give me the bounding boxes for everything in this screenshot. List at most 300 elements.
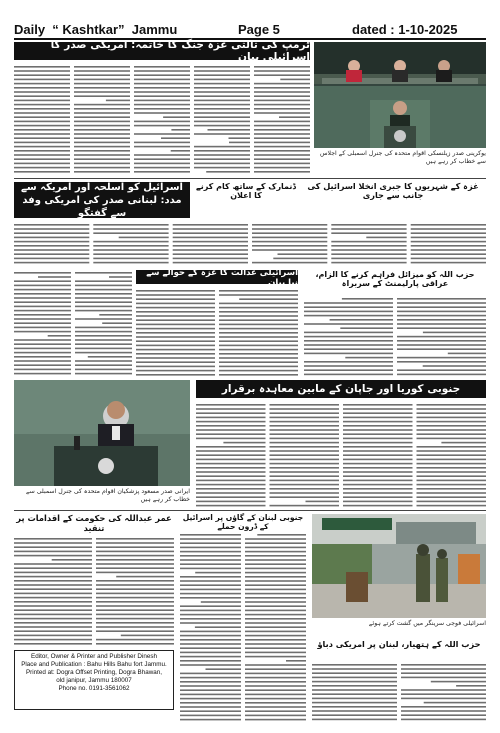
article-hezbollah bbox=[304, 296, 486, 378]
text-line bbox=[171, 150, 190, 152]
text-line bbox=[245, 668, 306, 670]
text-line bbox=[286, 660, 306, 662]
text-line bbox=[254, 100, 310, 102]
text-line bbox=[254, 133, 310, 135]
text-line bbox=[14, 626, 92, 628]
text-line bbox=[397, 302, 486, 304]
text-line bbox=[96, 639, 174, 641]
text-line bbox=[96, 555, 174, 557]
text-line bbox=[254, 83, 310, 85]
text-line bbox=[417, 433, 487, 435]
text-line bbox=[14, 163, 70, 165]
text-line bbox=[245, 626, 306, 628]
text-line bbox=[312, 664, 397, 666]
text-line bbox=[75, 280, 132, 282]
text-line bbox=[401, 706, 486, 708]
text-line bbox=[180, 702, 241, 704]
text-line bbox=[180, 656, 241, 658]
text-line bbox=[194, 104, 250, 106]
text-line bbox=[397, 348, 486, 350]
text-line bbox=[74, 74, 130, 76]
text-line bbox=[194, 83, 250, 85]
text-line bbox=[14, 635, 92, 637]
text-line bbox=[417, 501, 487, 503]
text-line bbox=[14, 285, 71, 287]
text-line bbox=[75, 289, 132, 291]
text-line bbox=[14, 293, 71, 295]
text-line bbox=[136, 307, 215, 309]
text-line bbox=[134, 112, 190, 114]
headline-hezbollah-weapons: حزب اللہ کے ہتھیار، لبنان پر امریکی دباؤ bbox=[317, 639, 481, 649]
text-line bbox=[245, 656, 306, 658]
text-line bbox=[102, 322, 132, 324]
text-line bbox=[14, 137, 70, 139]
text-line bbox=[229, 137, 251, 139]
text-line bbox=[219, 361, 298, 363]
text-line bbox=[136, 357, 215, 359]
text-line bbox=[180, 576, 241, 578]
text-line bbox=[180, 568, 241, 570]
text-line bbox=[52, 559, 92, 561]
text-line bbox=[74, 108, 130, 110]
text-line bbox=[195, 626, 241, 628]
text-line bbox=[75, 352, 132, 354]
text-line bbox=[134, 171, 190, 173]
text-line bbox=[254, 87, 310, 89]
text-line bbox=[180, 605, 241, 607]
text-line bbox=[134, 163, 190, 165]
text-line bbox=[448, 353, 486, 355]
text-line bbox=[14, 567, 92, 569]
text-line bbox=[75, 369, 132, 371]
text-line bbox=[14, 584, 92, 586]
text-line bbox=[411, 253, 486, 255]
text-line bbox=[331, 253, 406, 255]
text-line bbox=[109, 276, 132, 278]
text-line bbox=[270, 492, 340, 494]
text-line bbox=[223, 442, 265, 444]
imprint-phone: Phone no. 0191-3561062 bbox=[58, 685, 130, 693]
text-line bbox=[74, 70, 130, 72]
text-line bbox=[194, 87, 250, 89]
article-text-lines bbox=[14, 64, 310, 176]
text-line bbox=[74, 116, 130, 118]
text-line bbox=[38, 276, 71, 278]
text-line bbox=[196, 425, 266, 427]
text-line bbox=[180, 635, 241, 637]
text-line bbox=[401, 698, 486, 700]
text-line bbox=[180, 614, 241, 616]
text-line bbox=[14, 327, 71, 329]
text-line bbox=[121, 635, 174, 637]
text-line bbox=[75, 348, 132, 350]
text-line bbox=[330, 319, 393, 321]
text-line bbox=[96, 546, 174, 548]
text-line bbox=[245, 673, 306, 675]
text-line bbox=[14, 572, 92, 574]
text-line bbox=[417, 488, 487, 490]
text-line bbox=[304, 302, 393, 304]
text-line bbox=[173, 232, 248, 234]
text-line bbox=[257, 534, 306, 536]
text-line bbox=[136, 345, 215, 347]
text-line bbox=[196, 433, 266, 435]
page-number: Page 5 bbox=[238, 22, 280, 37]
text-line bbox=[270, 463, 340, 465]
text-line bbox=[136, 324, 215, 326]
text-line bbox=[312, 693, 397, 695]
text-line bbox=[194, 133, 250, 135]
text-line bbox=[343, 488, 413, 490]
text-line bbox=[134, 154, 190, 156]
text-line bbox=[96, 542, 174, 544]
text-line bbox=[14, 150, 70, 152]
text-line bbox=[194, 167, 250, 169]
text-line bbox=[136, 374, 215, 376]
text-line bbox=[14, 232, 89, 234]
text-line bbox=[194, 154, 250, 156]
text-line bbox=[245, 643, 306, 645]
text-line bbox=[14, 272, 71, 274]
text-line bbox=[74, 167, 130, 169]
text-line bbox=[397, 369, 486, 371]
text-line bbox=[219, 328, 298, 330]
text-line bbox=[75, 373, 132, 375]
text-line bbox=[343, 421, 413, 423]
text-line bbox=[14, 167, 70, 169]
text-line bbox=[397, 357, 486, 359]
text-line bbox=[245, 563, 306, 565]
text-line bbox=[245, 639, 306, 641]
text-line bbox=[14, 228, 89, 230]
text-line bbox=[196, 480, 266, 482]
text-line bbox=[312, 668, 397, 670]
text-line bbox=[74, 87, 130, 89]
text-line bbox=[312, 698, 397, 700]
text-line bbox=[194, 70, 250, 72]
text-line bbox=[180, 589, 241, 591]
text-line bbox=[254, 74, 310, 76]
text-line bbox=[219, 290, 298, 292]
text-line bbox=[397, 340, 486, 342]
text-line bbox=[245, 685, 306, 687]
text-line bbox=[14, 605, 92, 607]
text-line bbox=[180, 715, 241, 717]
text-line bbox=[219, 294, 298, 296]
text-line bbox=[14, 310, 71, 312]
text-line bbox=[196, 463, 266, 465]
text-line bbox=[245, 542, 306, 544]
text-line bbox=[417, 463, 487, 465]
text-line bbox=[245, 698, 306, 700]
text-line bbox=[245, 702, 306, 704]
text-line bbox=[219, 357, 298, 359]
text-line bbox=[14, 104, 70, 106]
text-line bbox=[14, 154, 70, 156]
text-line bbox=[93, 262, 168, 264]
text-line bbox=[75, 331, 132, 333]
text-line bbox=[180, 643, 241, 645]
text-line bbox=[229, 142, 250, 144]
text-line bbox=[93, 245, 168, 247]
text-line bbox=[180, 555, 241, 557]
text-line bbox=[270, 480, 340, 482]
text-line bbox=[417, 459, 487, 461]
text-line bbox=[14, 542, 92, 544]
text-line bbox=[254, 154, 310, 156]
text-line bbox=[119, 237, 169, 239]
text-line bbox=[93, 224, 168, 226]
text-line bbox=[252, 241, 327, 243]
text-line bbox=[195, 572, 241, 574]
text-line bbox=[194, 163, 250, 165]
text-line bbox=[245, 681, 306, 683]
headline-korea-japan: جنوبی کوریا اور جاپان کے مابین معاہدہ برقرار bbox=[196, 380, 486, 398]
text-line bbox=[417, 412, 487, 414]
text-line bbox=[96, 630, 174, 632]
text-line bbox=[343, 480, 413, 482]
text-line bbox=[134, 146, 190, 148]
text-line bbox=[245, 601, 306, 603]
text-line bbox=[14, 318, 71, 320]
text-line bbox=[180, 618, 241, 620]
text-line bbox=[254, 121, 310, 123]
text-line bbox=[254, 163, 310, 165]
text-line bbox=[252, 224, 327, 226]
article-text-lines bbox=[304, 296, 486, 378]
text-line bbox=[397, 298, 486, 300]
text-line bbox=[99, 314, 132, 316]
text-line bbox=[14, 74, 70, 76]
text-line bbox=[343, 417, 413, 419]
text-line bbox=[75, 310, 132, 312]
text-line bbox=[180, 639, 241, 641]
text-line bbox=[245, 589, 306, 591]
text-line bbox=[74, 158, 130, 160]
text-line bbox=[343, 463, 413, 465]
text-line bbox=[411, 245, 486, 247]
text-line bbox=[173, 241, 248, 243]
text-line bbox=[312, 702, 397, 704]
text-line bbox=[312, 677, 397, 679]
text-line bbox=[96, 601, 174, 603]
text-line bbox=[245, 618, 306, 620]
text-line bbox=[161, 137, 190, 139]
text-line bbox=[74, 154, 130, 156]
text-line bbox=[136, 340, 215, 342]
text-line bbox=[134, 79, 190, 81]
text-line bbox=[245, 538, 306, 540]
text-line bbox=[417, 454, 487, 456]
text-line bbox=[14, 146, 70, 148]
text-line bbox=[74, 125, 130, 127]
text-line bbox=[245, 647, 306, 649]
text-line bbox=[245, 547, 306, 549]
text-line bbox=[14, 112, 70, 114]
text-line bbox=[14, 343, 71, 345]
text-line bbox=[75, 364, 132, 366]
article-text-lines bbox=[312, 662, 486, 724]
text-line bbox=[96, 563, 174, 565]
text-line bbox=[136, 332, 215, 334]
text-line bbox=[136, 353, 215, 355]
text-line bbox=[417, 496, 487, 498]
text-line bbox=[331, 249, 406, 251]
text-line bbox=[88, 356, 132, 358]
text-line bbox=[136, 361, 215, 363]
text-line bbox=[245, 605, 306, 607]
text-line bbox=[194, 125, 250, 127]
text-line bbox=[401, 672, 486, 674]
photo-un-assembly bbox=[314, 42, 486, 148]
text-line bbox=[254, 167, 310, 169]
text-line bbox=[245, 710, 306, 712]
text-line bbox=[14, 237, 89, 239]
text-line bbox=[343, 454, 413, 456]
text-line bbox=[96, 588, 174, 590]
text-line bbox=[254, 66, 310, 68]
text-line bbox=[106, 100, 130, 102]
text-line bbox=[270, 412, 340, 414]
text-line bbox=[397, 361, 486, 363]
text-line bbox=[219, 340, 298, 342]
section-rule-lower bbox=[14, 510, 486, 511]
text-line bbox=[14, 297, 71, 299]
text-line bbox=[331, 258, 406, 260]
text-line bbox=[134, 100, 190, 102]
headline-omar-abdullah: عمر عبداللہ کی حکومت کے اقدامات پر تنقید bbox=[16, 513, 172, 533]
text-line bbox=[180, 563, 241, 565]
text-line bbox=[14, 348, 71, 350]
text-line bbox=[173, 249, 248, 251]
text-line bbox=[14, 301, 71, 303]
article-middle-row bbox=[14, 222, 486, 268]
text-line bbox=[431, 681, 486, 683]
text-line bbox=[304, 369, 393, 371]
text-line bbox=[304, 332, 393, 334]
article-text-lines bbox=[14, 536, 174, 646]
text-line bbox=[196, 459, 266, 461]
photo-street-soldiers bbox=[312, 514, 486, 618]
text-line bbox=[14, 580, 92, 582]
text-line bbox=[196, 501, 266, 503]
text-line bbox=[14, 609, 92, 611]
text-line bbox=[245, 580, 306, 582]
text-line bbox=[270, 446, 340, 448]
text-line bbox=[180, 597, 241, 599]
text-line bbox=[14, 356, 71, 358]
text-line bbox=[245, 631, 306, 633]
text-line bbox=[14, 249, 89, 251]
text-line bbox=[196, 429, 266, 431]
text-line bbox=[280, 79, 310, 81]
text-line bbox=[411, 232, 486, 234]
text-line bbox=[134, 66, 190, 68]
text-line bbox=[219, 374, 298, 376]
text-line bbox=[304, 353, 393, 355]
text-line bbox=[397, 374, 486, 376]
text-line bbox=[74, 137, 130, 139]
text-line bbox=[93, 253, 168, 255]
text-line bbox=[397, 319, 486, 321]
text-line bbox=[48, 335, 71, 337]
text-line bbox=[270, 417, 340, 419]
text-line bbox=[14, 171, 70, 173]
text-line bbox=[93, 249, 168, 251]
text-line bbox=[93, 228, 168, 230]
text-line bbox=[196, 496, 266, 498]
text-line bbox=[93, 232, 168, 234]
text-line bbox=[254, 125, 310, 127]
text-line bbox=[14, 360, 71, 362]
text-line bbox=[245, 610, 306, 612]
text-line bbox=[304, 315, 393, 317]
text-line bbox=[194, 146, 250, 148]
text-line bbox=[304, 344, 393, 346]
text-line bbox=[254, 91, 310, 93]
text-line bbox=[343, 496, 413, 498]
text-line bbox=[96, 559, 174, 561]
text-line bbox=[74, 91, 130, 93]
text-line bbox=[14, 373, 71, 375]
text-line bbox=[306, 501, 340, 503]
text-line bbox=[343, 404, 413, 406]
headline-gaza-evacuation: غزہ کے شہریوں کا جبری انخلا اسرائیل کی جانب سے جاری bbox=[307, 181, 479, 201]
text-line bbox=[417, 438, 487, 440]
text-line bbox=[180, 706, 241, 708]
text-line bbox=[343, 501, 413, 503]
text-line bbox=[219, 349, 298, 351]
text-line bbox=[196, 412, 266, 414]
text-line bbox=[196, 475, 266, 477]
text-line bbox=[74, 171, 130, 173]
text-line bbox=[180, 622, 241, 624]
text-line bbox=[270, 433, 340, 435]
text-line bbox=[75, 318, 132, 320]
text-line bbox=[304, 306, 393, 308]
text-line bbox=[254, 146, 310, 148]
text-line bbox=[74, 146, 130, 148]
text-line bbox=[74, 150, 130, 152]
text-line bbox=[136, 370, 215, 372]
text-line bbox=[245, 597, 306, 599]
text-line bbox=[171, 129, 190, 131]
text-line bbox=[254, 137, 310, 139]
text-line bbox=[134, 95, 190, 97]
headline-denmark: ڈنمارک کے ساتھ کام کرنے کا اعلان bbox=[196, 182, 296, 201]
text-line bbox=[14, 364, 71, 366]
text-line bbox=[14, 83, 70, 85]
text-line bbox=[180, 664, 241, 666]
text-line bbox=[219, 324, 298, 326]
text-line bbox=[194, 121, 250, 123]
text-line bbox=[134, 125, 190, 127]
text-line bbox=[304, 323, 393, 325]
text-line bbox=[411, 258, 486, 260]
text-line bbox=[278, 253, 328, 255]
text-line bbox=[136, 294, 215, 296]
text-line bbox=[196, 484, 266, 486]
text-line bbox=[252, 237, 327, 239]
text-line bbox=[75, 306, 132, 308]
text-line bbox=[136, 349, 215, 351]
text-line bbox=[245, 572, 306, 574]
text-line bbox=[180, 542, 241, 544]
text-line bbox=[397, 344, 486, 346]
text-line bbox=[96, 643, 174, 645]
imprint-editor: Editor, Owner & Printer and Publisher Dinesh bbox=[31, 653, 157, 660]
text-line bbox=[312, 719, 397, 721]
